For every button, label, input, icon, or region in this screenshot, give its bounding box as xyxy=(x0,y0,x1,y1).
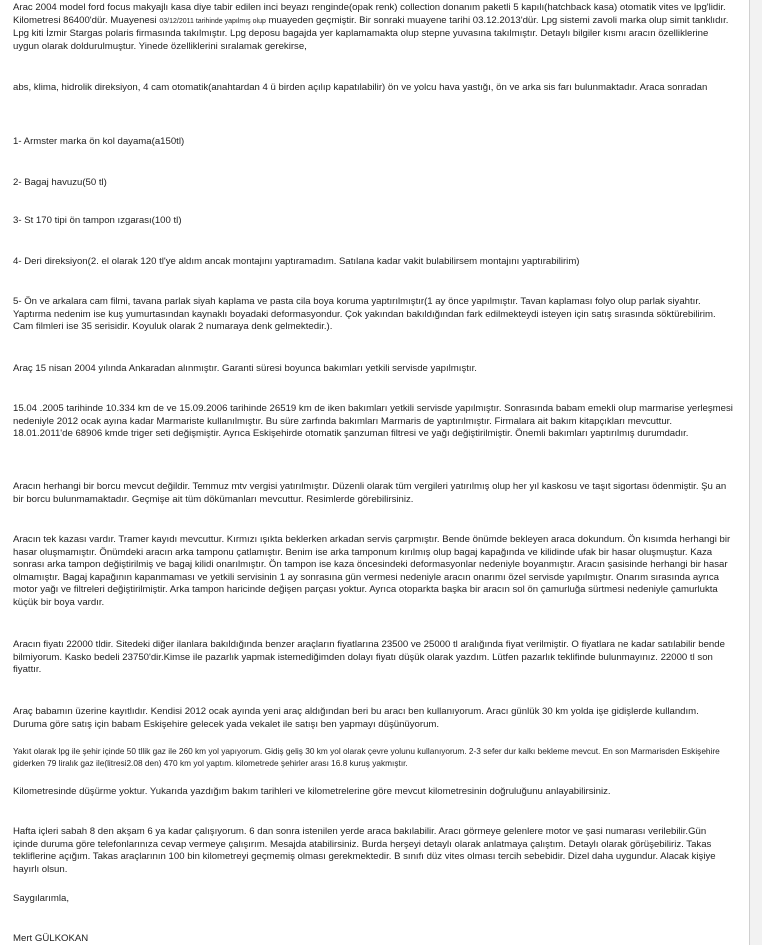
extra-item-5: 5- Ön ve arkalara cam filmi, tavana parlak siyah kaplama ve pasta cila boya koruma yaptırılmıştır(1 ay önce yapılmıştır. Tavan kaplaması folyo olup parlak siyahtır. Yaptırma nedenim ise kuş yumurtasından kaynaklı boyadaki deformasyondur. Çok yakından bakıldığından fark edilmekteydi isteyen için satış sırasında söktürebilirim. Cam filmleri ise 35 serisidir. Koyuluk olarak 2 numaraya denk gelmektedir.). xyxy=(13,296,716,333)
inspection-date-note: 03/12/2011 tarihinde yapılmış olup xyxy=(159,17,266,25)
signature-name: Mert GÜLKOKAN xyxy=(13,933,89,944)
purchase-history-paragraph: Araç 15 nisan 2004 yılında Ankaradan alınmıştır. Garanti süresi boyunca bakımları yetkili servisde yapılmıştır. xyxy=(13,363,477,374)
closing-greeting: Saygılarımla, xyxy=(13,893,69,904)
debt-status-paragraph: Aracın herhangi bir borcu mevcut değildir. Temmuz mtv vergisi yatırılmıştır. Düzenli olarak tüm vergileri yatırılmış olup her yıl kaskosu ve taşıt sigortası ödenmiştir. Şu an bir borcu bulunmamaktadır. Geçmişe ait tüm dökümanları mevcuttur. Resimlerde görebilirsiniz. xyxy=(13,481,727,505)
features-paragraph: abs, klima, hidrolik direksiyon, 4 cam otomatik(anahtardan 4 ü birden açılıp kapatılabilir) ön ve yolcu hava yastığı, ön ve arka sis farı bulunmaktadır. Araca sonradan xyxy=(13,82,708,93)
fuel-consumption-paragraph: Yakıt olarak lpg ile şehir içinde 50 tllik gaz ile 260 km yol yapıyorum. Gidiş geliş 30 km yol olarak çevre yolunu kullanıyorum. 2-3 sefer dur kalkı bekleme mevcut. En son Marmarisden Eskişehire giderken 79 liralık gaz ile(litresi2.08 den) 470 km yol yaptım. kilometrede şehirler arası 16.8 kuruş yakmıştır. xyxy=(13,746,720,768)
ownership-paragraph: Araç babamın üzerine kayıtlıdır. Kendisi 2012 ocak ayında yeni araç aldığından beri bu aracı ben kullanıyorum. Aracı günlük 30 km yolda işe gidişlerde kullandım. Duruma göre satış için babam Eskişehire gelecek yada vekalet ile satışı ben yapmayı düşünüyorum. xyxy=(13,706,699,730)
mileage-paragraph: Kilometresinde düşürme yoktur. Yukarıda yazdığım bakım tarihleri ve kilometrelerine göre mevcut kilometresinin doğruluğunu anlayabilirsiniz. xyxy=(13,786,611,797)
maintenance-paragraph: 15.04 .2005 tarihinde 10.334 km de ve 15.09.2006 tarihinde 26519 km de iken bakımları yetkili servisde yapılmıştır. Sonrasında babam emekli olup marmarise yerleşmesi nedeniyle 2012 ocak ayına kadar Marmariste kullanılmıştır. Bu süre zarfında bakımları Marmaris de yaptırılmıştır. Firmalara ait bakım kitapçıkları mevcuttur. 18.01.2011'de 68906 kmde triger seti değişmiştir. Ayrıca Eskişehirde otomatik şanzuman filtresi ve yağı değiştirilmiştir. Önemli bakımları yaptırılmış durumdadır. xyxy=(13,403,733,440)
contact-paragraph: Hafta içleri sabah 8 den akşam 6 ya kadar çalışıyorum. 6 dan sonra istenilen yerde araca bakılabilir. Aracı görmeye gelenlere motor ve şasi numarası verilebilir.Gün içinde duruma göre telefonlarınıza cevap vermeye çalışırım. Mesajda atabilirsiniz. Burda herşeyi detaylı olarak anlatmaya çalıştım. Detaylı olarak görüşebiliriz. Takas tekliflerine açığım. Takas araçlarının 100 bin kilometreyi geçmemiş olması gerekmektedir. B sınıfı düz vites olması tercih sebebidir. Dizel daha uygundur. Alacak kişiye hayırlı olsun. xyxy=(13,826,716,875)
accident-history-paragraph: Aracın tek kazası vardır. Tramer kayıdı mevcuttur. Kırmızı ışıkta beklerken arkadan servis çarpmıştır. Bende önümde bekleyen araca dokundum. Ön kısımda herhangi bir hasar oluşmamıştır. Önümdeki aracın arka tamponu çatlamıştır. Benim ise arka tamponum kırılmış olup bagaj kapağında ve kilidinde ufak bir hasar oluşmuştur. Kaza sonrası arka tampon değiştirilmiş ve bagaj kilidi onarılmıştır. Ön tampon ise kaza öncesindeki deformasyonlar nedeniyle boyanmıştır. Aracın şasisinde herhangi bir hasar olmamıştır. Bagaj kapağının kapanmaması ve yetkili servisinin 1 ay sonrasına gün vermesi nedeniyle aracın onarımı özel servisde yapılmıştır. Onarım sırasında ayrıca motor yağı ve filtreleri değiştirilmiştir. Arka tampon haricinde değişen parçası yoktur. Ayrıca otoparkta başka bir aracın sol ön çamurluğa sürtmesi nedeniyle çamurlukta küçük bir boya vardır. xyxy=(13,534,731,608)
extra-item-2: 2- Bagaj havuzu(50 tl) xyxy=(13,177,107,188)
intro-text-start: Arac 2004 model ford focus makyajlı kasa diye tabir edilen inci beyazı renginde(opak renk) collection donanım paketli 5 kapılı(hatchback kasa) otomatik vites ve lpg'lidir. Kilometresi 86400'dür. Muayenesi xyxy=(13,2,726,26)
extra-item-3: 3- St 170 tipi ön tampon ızgarası(100 tl) xyxy=(13,215,182,226)
scroll-gutter xyxy=(750,0,762,945)
price-paragraph: Aracın fiyatı 22000 tldir. Sitedeki diğer ilanlara bakıldığında benzer araçların fiyatlarına 23500 ve 25000 tl aralığında fiyat verilmiştir. O fiyatlara ne kadar satılabilir bende bilmiyorum. Kasko bedeli 23750'dir.Kimse ile pazarlık yapmak istemediğimden dolayı fiyatı düşük olarak yazdım. Lütfen pazarlık teklifinde bulunmayınız. 22000 tl son fiyattır. xyxy=(13,639,725,676)
extra-item-4: 4- Deri direksiyon(2. el olarak 120 tl'ye aldım ancak montajını yaptıramadım. Satılana kadar vakit bulabilirsem montajını yaptırabilirim) xyxy=(13,256,580,267)
intro-text-end: muayeden geçmiştir. Bir sonraki muayene tarihi 03.12.2013'dür. Lpg sistemi zavoli marka olup simit tanklıdır. Lpg kiti İzmir Stargas polaris firmasında takılmıştır. Lpg deposu bagajda yer kaplamamakta olup stepne yuvasına takılmıştır. Detaylı bilgiler kısmı aracın özelliklerine uygun olarak doldurulmuştur. Yinede özelliklerini sıralamak gerekirse, xyxy=(13,14,729,52)
extra-item-1: 1- Armster marka ön kol dayama(a150tl) xyxy=(13,136,185,147)
intro-paragraph xyxy=(13,2,733,53)
